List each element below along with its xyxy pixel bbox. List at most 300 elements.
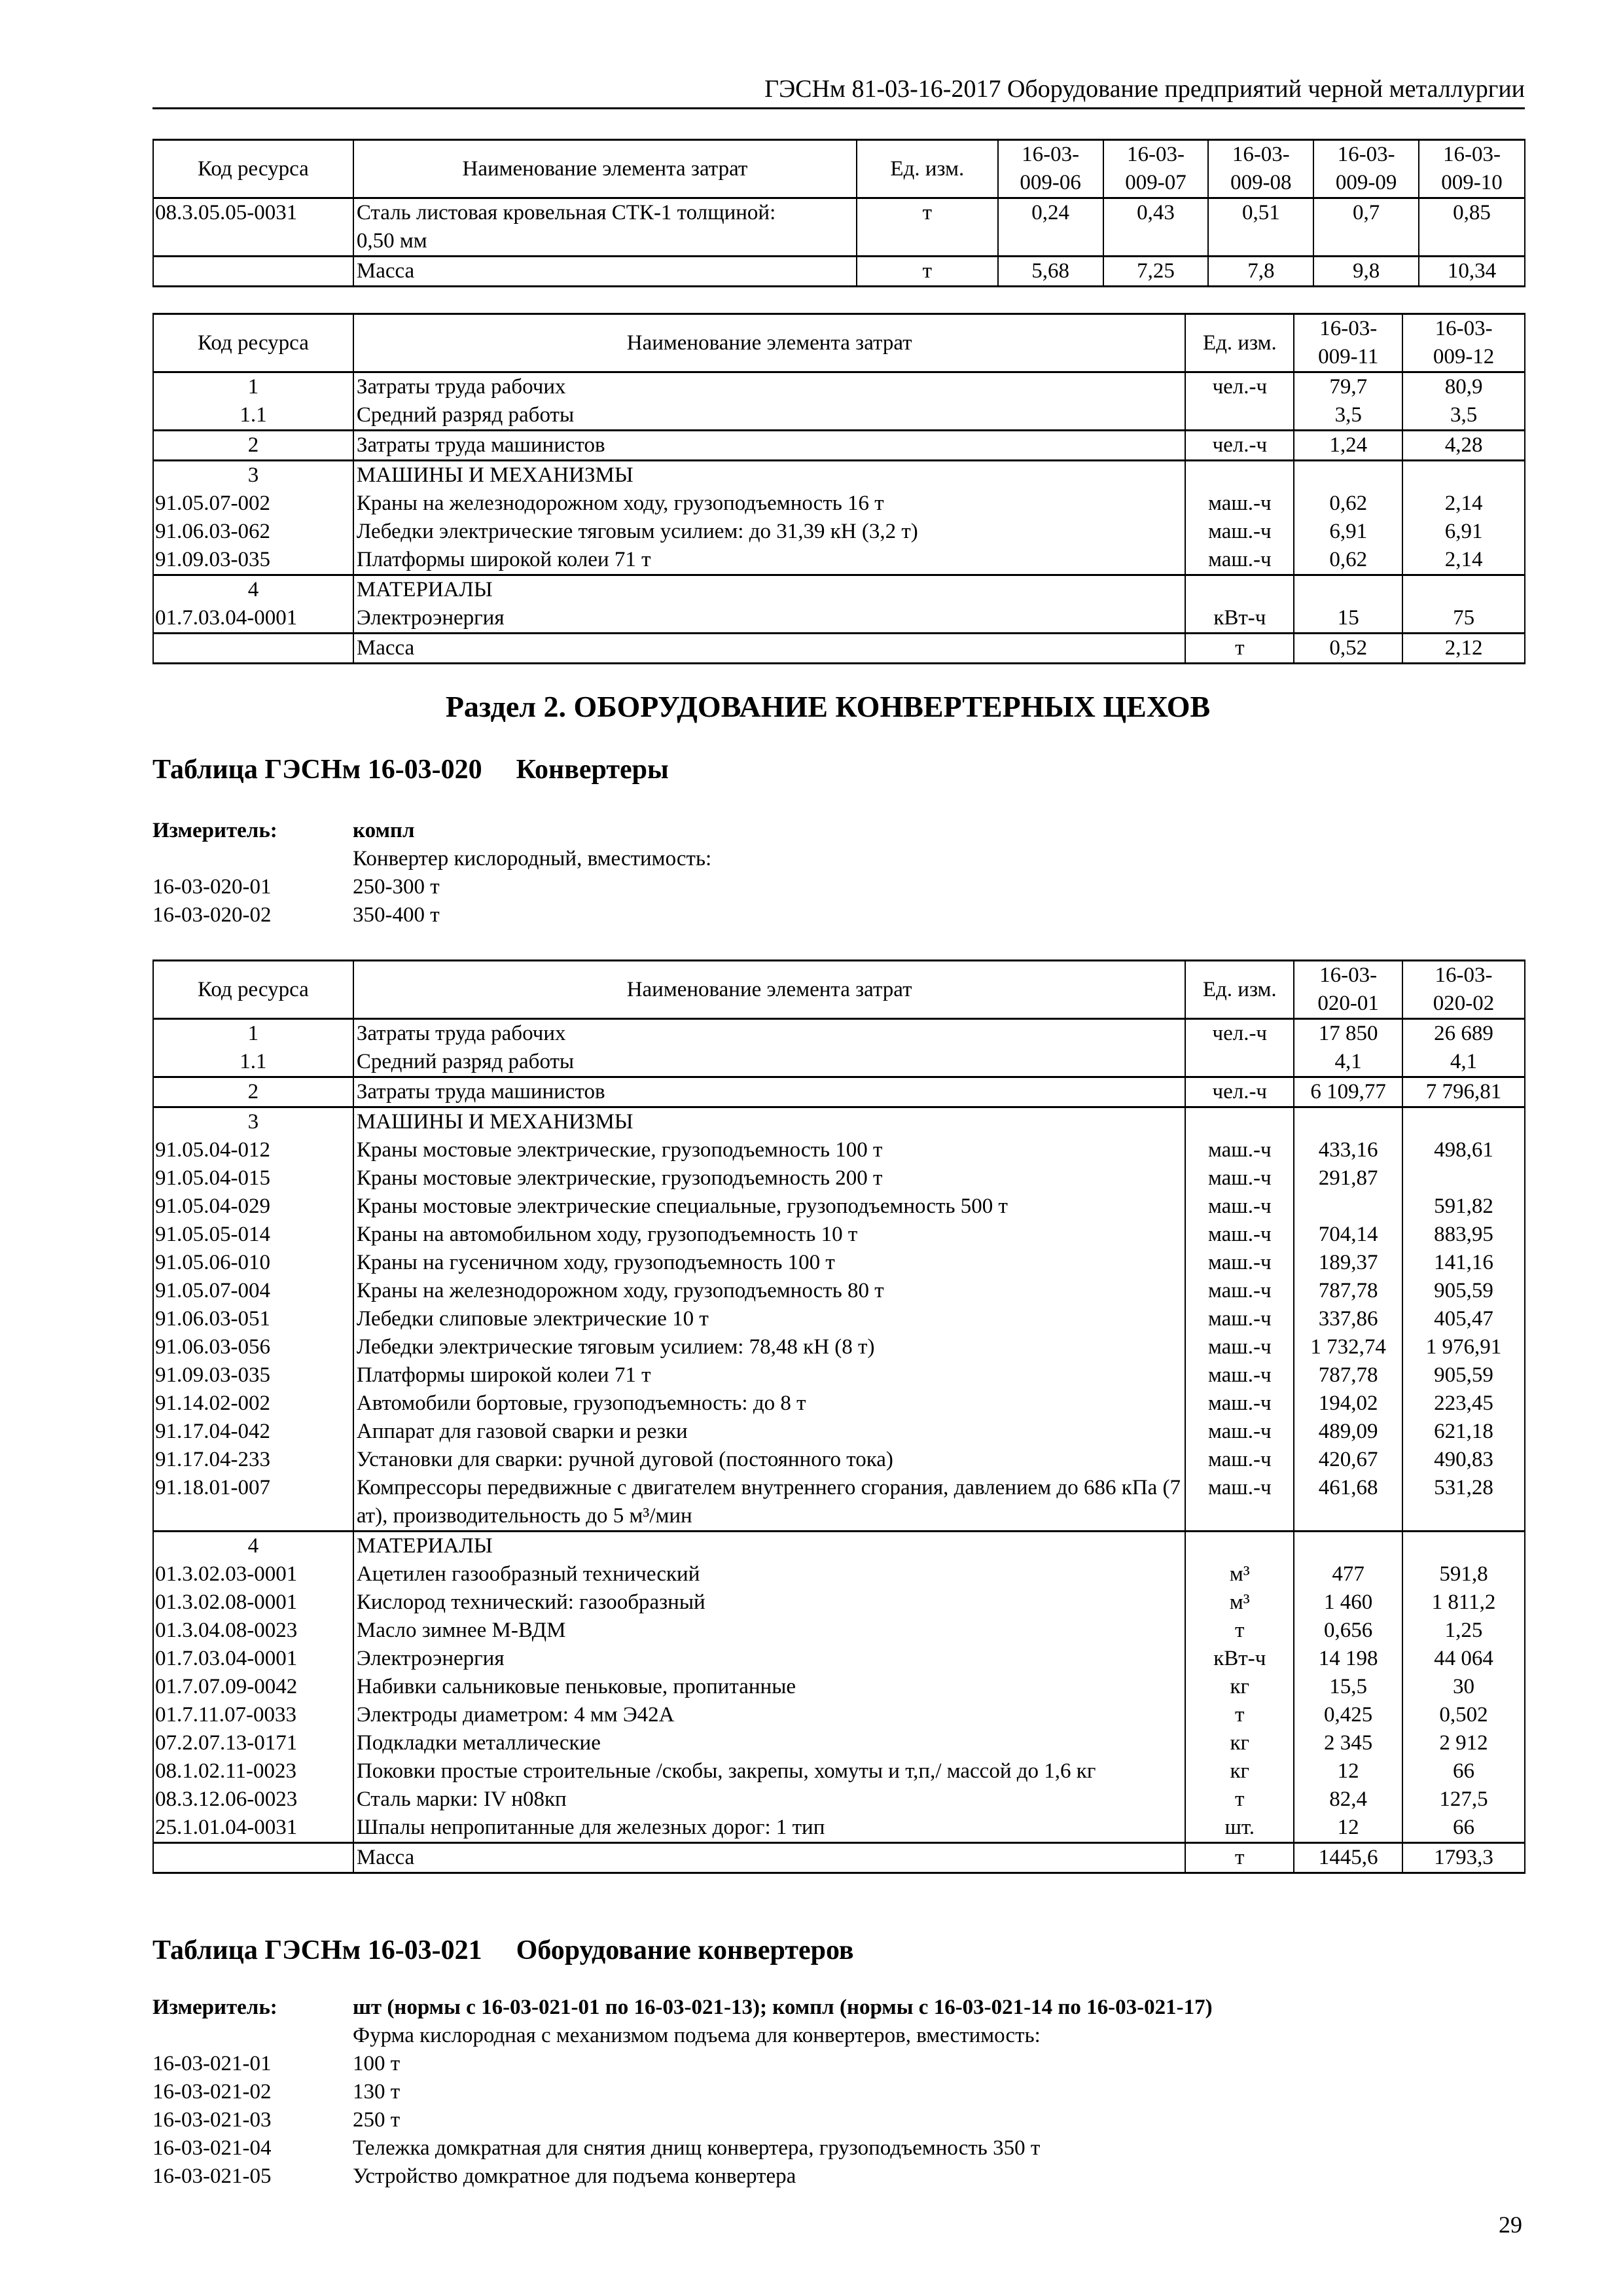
value: 141,16 xyxy=(1402,1249,1525,1277)
resource-name: Краны на автомобильном ходу, грузоподъемность 10 т xyxy=(353,1221,1185,1249)
value: 0,656 xyxy=(1294,1617,1402,1645)
resource-code: 91.06.03-056 xyxy=(153,1333,353,1361)
unit: кг xyxy=(1185,1729,1294,1757)
resource-name: МАШИНЫ И МЕХАНИЗМЫ xyxy=(353,1107,1185,1137)
value: 1,25 xyxy=(1402,1617,1525,1645)
table-row-mass xyxy=(153,634,1525,664)
value: 189,37 xyxy=(1294,1249,1402,1277)
unit: т xyxy=(857,198,998,257)
table-row xyxy=(153,1249,1525,1277)
resource-code xyxy=(153,1843,353,1873)
value: 2,14 xyxy=(1402,490,1525,518)
value: 7,25 xyxy=(1103,257,1209,287)
value xyxy=(1402,461,1525,490)
value: 15 xyxy=(1294,604,1402,634)
unit: т xyxy=(1185,1843,1294,1873)
resource-code: 01.7.03.04-0001 xyxy=(153,604,353,634)
value: 14 198 xyxy=(1294,1645,1402,1673)
resource-code: 91.14.02-002 xyxy=(153,1390,353,1418)
value: 194,02 xyxy=(1294,1390,1402,1418)
table-row xyxy=(153,1390,1525,1418)
resource-name: Краны на железнодорожном ходу, грузоподъемность 80 т xyxy=(353,1277,1185,1305)
value: 0,43 xyxy=(1103,198,1209,257)
table-row xyxy=(153,1785,1525,1814)
table-name: Конвертеры xyxy=(516,755,669,785)
value xyxy=(1294,1107,1402,1137)
resource-code: 1 xyxy=(153,1019,353,1049)
table-row-group xyxy=(153,1019,1525,1049)
table-row-group xyxy=(153,1107,1525,1137)
resource-code: 91.17.04-233 xyxy=(153,1446,353,1474)
resource-code: 4 xyxy=(153,575,353,605)
resource-name: Лебедки электрические тяговым усилием: 78,48 кН (8 т) xyxy=(353,1333,1185,1361)
unit: м³ xyxy=(1185,1588,1294,1617)
table-020-resources xyxy=(152,960,1525,1874)
resource-name: Кислород технический: газообразный xyxy=(353,1588,1185,1617)
resource-code xyxy=(153,634,353,664)
resource-name: Средний разряд работы xyxy=(353,401,1186,431)
resource-name: Затраты труда машинистов xyxy=(353,1077,1185,1107)
value: 1 732,74 xyxy=(1294,1333,1402,1361)
resource-name: Сталь марки: IV н08кп xyxy=(353,1785,1185,1814)
unit: маш.-ч xyxy=(1185,1136,1294,1164)
value: 3,5 xyxy=(1402,401,1525,431)
resource-code: 1.1 xyxy=(153,401,353,431)
resource-code: 2 xyxy=(153,431,353,461)
resource-code: 01.3.02.08-0001 xyxy=(153,1588,353,1617)
value: 30 xyxy=(1402,1673,1525,1701)
unit: т xyxy=(1185,1617,1294,1645)
value: 905,59 xyxy=(1402,1361,1525,1390)
table-row-group xyxy=(153,372,1525,402)
resource-code: 91.05.04-015 xyxy=(153,1164,353,1193)
resource-name: Автомобили бортовые, грузоподъемность: до 8 т xyxy=(353,1390,1185,1418)
column-header-code: Код ресурса xyxy=(153,140,353,198)
unit: маш.-ч xyxy=(1185,1221,1294,1249)
resource-name: Подкладки металлические xyxy=(353,1729,1185,1757)
resource-code: 08.3.12.06-0023 xyxy=(153,1785,353,1814)
table-row xyxy=(153,1814,1525,1843)
norm-code: 16-03-021-03 xyxy=(152,2108,272,2132)
value: 0,51 xyxy=(1208,198,1313,257)
value: 787,78 xyxy=(1294,1361,1402,1390)
norm-text: 130 т xyxy=(353,2080,401,2104)
resource-code: 25.1.01.04-0031 xyxy=(153,1814,353,1843)
unit: маш.-ч xyxy=(1185,546,1294,575)
unit xyxy=(1185,1107,1294,1137)
value: 787,78 xyxy=(1294,1277,1402,1305)
value: 477 xyxy=(1294,1560,1402,1588)
resource-name: Краны на железнодорожном ходу, грузоподъемность 16 т xyxy=(353,490,1186,518)
table-row xyxy=(153,1560,1525,1588)
resource-name: Компрессоры передвижные с двигателем внутреннего сгорания, давлением до 686 кПа (7 ат), производительность до 5 м³/мин xyxy=(353,1474,1185,1532)
unit: маш.-ч xyxy=(1185,1446,1294,1474)
table-row xyxy=(153,1673,1525,1701)
unit xyxy=(1185,1532,1294,1561)
table-row-group xyxy=(153,431,1525,461)
column-header-norm: 16-03- 009-11 xyxy=(1294,314,1402,372)
value: 490,83 xyxy=(1402,1446,1525,1474)
resource-name: Масло зимнее М-ВДМ xyxy=(353,1617,1185,1645)
resource-code: 01.7.11.07-0033 xyxy=(153,1701,353,1729)
value: 337,86 xyxy=(1294,1305,1402,1333)
value: 2 912 xyxy=(1402,1729,1525,1757)
table-row xyxy=(153,1418,1525,1446)
value: 4,28 xyxy=(1402,431,1525,461)
value xyxy=(1402,1164,1525,1193)
value: 9,8 xyxy=(1313,257,1419,287)
column-header-code: Код ресурса xyxy=(153,314,353,372)
norm-description: Фурма кислородная с механизмом подъема для конвертеров, вместимость: xyxy=(353,2024,1041,2047)
value: 66 xyxy=(1402,1757,1525,1785)
resource-name: Установки для сварки: ручной дуговой (постоянного тока) xyxy=(353,1446,1185,1474)
table-code: Таблица ГЭСНм 16-03-020 xyxy=(152,755,482,785)
column-header-unit: Ед. изм. xyxy=(1185,314,1294,372)
unit: кВт-ч xyxy=(1185,604,1294,634)
value: 82,4 xyxy=(1294,1785,1402,1814)
table-row xyxy=(153,198,1525,257)
unit: шт. xyxy=(1185,1814,1294,1843)
value: 12 xyxy=(1294,1757,1402,1785)
resource-name: Затраты труда рабочих xyxy=(353,372,1186,402)
resource-name: Краны на гусеничном ходу, грузоподъемность 100 т xyxy=(353,1249,1185,1277)
norm-code: 16-03-021-05 xyxy=(152,2164,272,2188)
unit: чел.-ч xyxy=(1185,1077,1294,1107)
table-row xyxy=(153,1446,1525,1474)
table-row xyxy=(153,1701,1525,1729)
running-header xyxy=(152,73,1525,109)
value: 498,61 xyxy=(1402,1136,1525,1164)
unit: маш.-ч xyxy=(1185,1333,1294,1361)
value: 905,59 xyxy=(1402,1277,1525,1305)
unit xyxy=(1185,1048,1294,1077)
column-header-norm: 16-03- 009-12 xyxy=(1402,314,1525,372)
value: 6,91 xyxy=(1402,518,1525,546)
norm-code: 16-03-020-01 xyxy=(152,875,272,899)
unit: т xyxy=(857,257,998,287)
column-header-norm: 16-03- 009-07 xyxy=(1103,140,1209,198)
value: 26 689 xyxy=(1402,1019,1525,1049)
value: 0,24 xyxy=(998,198,1103,257)
value: 66 xyxy=(1402,1814,1525,1843)
value: 5,68 xyxy=(998,257,1103,287)
resource-code: 91.05.07-002 xyxy=(153,490,353,518)
table-row-mass xyxy=(153,257,1525,287)
resource-code: 4 xyxy=(153,1532,353,1561)
resource-name: Затраты труда машинистов xyxy=(353,431,1186,461)
value: 591,82 xyxy=(1402,1193,1525,1221)
meter-value: компл xyxy=(353,819,415,842)
value: 420,67 xyxy=(1294,1446,1402,1474)
value: 405,47 xyxy=(1402,1305,1525,1333)
value: 0,7 xyxy=(1313,198,1419,257)
resource-name: Масса xyxy=(353,1843,1185,1873)
norm-code: 16-03-021-02 xyxy=(152,2080,272,2104)
value: 704,14 xyxy=(1294,1221,1402,1249)
resource-name: Масса xyxy=(353,257,857,287)
value xyxy=(1294,575,1402,605)
table-021-title xyxy=(152,1932,854,1969)
column-header-name: Наименование элемента затрат xyxy=(353,314,1186,372)
unit xyxy=(1185,575,1294,605)
column-header-norm: 16-03- 020-02 xyxy=(1402,961,1525,1019)
resource-code: 01.3.02.03-0001 xyxy=(153,1560,353,1588)
value: 591,8 xyxy=(1402,1560,1525,1588)
value: 1 460 xyxy=(1294,1588,1402,1617)
table-code: Таблица ГЭСНм 16-03-021 xyxy=(152,1935,482,1965)
value: 531,28 xyxy=(1402,1474,1525,1532)
table-row xyxy=(153,1305,1525,1333)
table-row xyxy=(153,546,1525,575)
resource-name: Средний разряд работы xyxy=(353,1048,1185,1077)
resource-code: 91.18.01-007 xyxy=(153,1474,353,1532)
resource-code: 08.3.05.05-0031 xyxy=(153,198,353,257)
value: 0,502 xyxy=(1402,1701,1525,1729)
table-row xyxy=(153,1757,1525,1785)
resource-name: Платформы широкой колеи 71 т xyxy=(353,1361,1185,1390)
resource-name: Ацетилен газообразный технический xyxy=(353,1560,1185,1588)
norm-text: Устройство домкратное для подъема конвертера xyxy=(353,2164,796,2188)
unit xyxy=(1185,461,1294,490)
resource-name: Лебедки слиповые электрические 10 т xyxy=(353,1305,1185,1333)
value xyxy=(1294,1532,1402,1561)
norm-text: 250 т xyxy=(353,2108,401,2132)
value: 0,62 xyxy=(1294,546,1402,575)
value: 4,1 xyxy=(1294,1048,1402,1077)
value: 2 345 xyxy=(1294,1729,1402,1757)
table-row xyxy=(153,1645,1525,1673)
resource-name: МАТЕРИАЛЫ xyxy=(353,575,1186,605)
unit: чел.-ч xyxy=(1185,1019,1294,1049)
norm-text: Тележка домкратная для снятия днищ конвертера, грузоподъемность 350 т xyxy=(353,2136,1041,2160)
norm-code: 16-03-020-02 xyxy=(152,903,272,927)
norm-code: 16-03-021-01 xyxy=(152,2052,272,2075)
unit: т xyxy=(1185,1701,1294,1729)
table-row-mass xyxy=(153,1843,1525,1873)
unit: маш.-ч xyxy=(1185,490,1294,518)
resource-name: Масса xyxy=(353,634,1186,664)
value: 433,16 xyxy=(1294,1136,1402,1164)
table-row xyxy=(153,1588,1525,1617)
meter-label: Измеритель: xyxy=(152,1996,277,2019)
unit: маш.-ч xyxy=(1185,1164,1294,1193)
table-row xyxy=(153,518,1525,546)
resource-code: 91.09.03-035 xyxy=(153,546,353,575)
header-title: ГЭСНм 81-03-16-2017 Оборудование предприятий черной металлургии xyxy=(764,75,1525,103)
value: 883,95 xyxy=(1402,1221,1525,1249)
resource-code: 01.7.07.09-0042 xyxy=(153,1673,353,1701)
table-row xyxy=(153,604,1525,634)
value: 1793,3 xyxy=(1402,1843,1525,1873)
unit: маш.-ч xyxy=(1185,1390,1294,1418)
value: 223,45 xyxy=(1402,1390,1525,1418)
value: 15,5 xyxy=(1294,1673,1402,1701)
unit: маш.-ч xyxy=(1185,1418,1294,1446)
value: 291,87 xyxy=(1294,1164,1402,1193)
value: 75 xyxy=(1402,604,1525,634)
table-row xyxy=(153,1729,1525,1757)
table-row xyxy=(153,1474,1525,1532)
resource-name: Поковки простые строительные /скобы, закрепы, хомуты и т,п,/ массой до 1,6 кг xyxy=(353,1757,1185,1785)
unit xyxy=(1185,401,1294,431)
value: 2,14 xyxy=(1402,546,1525,575)
value: 80,9 xyxy=(1402,372,1525,402)
norm-text: 100 т xyxy=(353,2052,401,2075)
value: 1 811,2 xyxy=(1402,1588,1525,1617)
value: 79,7 xyxy=(1294,372,1402,402)
table-row xyxy=(153,1361,1525,1390)
unit: маш.-ч xyxy=(1185,1249,1294,1277)
table-row xyxy=(153,1193,1525,1221)
resource-code: 1 xyxy=(153,372,353,402)
unit: маш.-ч xyxy=(1185,1361,1294,1390)
resource-name: Сталь листовая кровельная СТК-1 толщиной: 0,50 мм xyxy=(353,198,857,257)
unit: маш.-ч xyxy=(1185,1277,1294,1305)
resource-name: Набивки сальниковые пеньковые, пропитанные xyxy=(353,1673,1185,1701)
table-009-continuation xyxy=(152,139,1525,287)
value: 3,5 xyxy=(1294,401,1402,431)
resource-name: Шпалы непропитанные для железных дорог: 1 тип xyxy=(353,1814,1185,1843)
value: 461,68 xyxy=(1294,1474,1402,1532)
table-row-group xyxy=(153,1077,1525,1107)
column-header-unit: Ед. изм. xyxy=(1185,961,1294,1019)
resource-code: 3 xyxy=(153,1107,353,1137)
value: 0,425 xyxy=(1294,1701,1402,1729)
value: 4,1 xyxy=(1402,1048,1525,1077)
unit: маш.-ч xyxy=(1185,1474,1294,1532)
resource-name: Электроэнергия xyxy=(353,1645,1185,1673)
resource-name: Электроэнергия xyxy=(353,604,1186,634)
table-009-norms-11-12 xyxy=(152,313,1525,664)
resource-code: 91.09.03-035 xyxy=(153,1361,353,1390)
unit: т xyxy=(1185,634,1294,664)
table-row-group xyxy=(153,575,1525,605)
unit: маш.-ч xyxy=(1185,1193,1294,1221)
norm-text: 350-400 т xyxy=(353,903,440,927)
resource-name: Краны мостовые электрические, грузоподъемность 100 т xyxy=(353,1136,1185,1164)
value: 0,62 xyxy=(1294,490,1402,518)
column-header-code: Код ресурса xyxy=(153,961,353,1019)
resource-name: Краны мостовые электрические, грузоподъемность 200 т xyxy=(353,1164,1185,1193)
value xyxy=(1402,575,1525,605)
resource-code: 91.05.06-010 xyxy=(153,1249,353,1277)
resource-code: 91.05.07-004 xyxy=(153,1277,353,1305)
page-number: 29 xyxy=(1499,2212,1522,2238)
value: 10,34 xyxy=(1419,257,1525,287)
resource-code: 91.05.05-014 xyxy=(153,1221,353,1249)
resource-name: Лебедки электрические тяговым усилием: до 31,39 кН (3,2 т) xyxy=(353,518,1186,546)
table-name: Оборудование конвертеров xyxy=(516,1935,854,1965)
column-header-norm: 16-03- 009-10 xyxy=(1419,140,1525,198)
value: 6 109,77 xyxy=(1294,1077,1402,1107)
value: 1 976,91 xyxy=(1402,1333,1525,1361)
unit: чел.-ч xyxy=(1185,431,1294,461)
norm-description: Конвертер кислородный, вместимость: xyxy=(353,847,712,870)
column-header-norm: 16-03- 009-06 xyxy=(998,140,1103,198)
unit: т xyxy=(1185,1785,1294,1814)
resource-name: Электроды диаметром: 4 мм Э42А xyxy=(353,1701,1185,1729)
unit: маш.-ч xyxy=(1185,1305,1294,1333)
value: 12 xyxy=(1294,1814,1402,1843)
unit: кг xyxy=(1185,1757,1294,1785)
resource-name: Платформы широкой колеи 71 т xyxy=(353,546,1186,575)
value: 17 850 xyxy=(1294,1019,1402,1049)
meter-label: Измеритель: xyxy=(152,819,277,842)
resource-name: МАТЕРИАЛЫ xyxy=(353,1532,1185,1561)
table-row xyxy=(153,1333,1525,1361)
table-row xyxy=(153,490,1525,518)
resource-code: 01.7.03.04-0001 xyxy=(153,1645,353,1673)
unit: чел.-ч xyxy=(1185,372,1294,402)
value: 44 064 xyxy=(1402,1645,1525,1673)
resource-code: 91.17.04-042 xyxy=(153,1418,353,1446)
table-row-group xyxy=(153,401,1525,431)
value: 2,12 xyxy=(1402,634,1525,664)
unit: кг xyxy=(1185,1673,1294,1701)
value: 7 796,81 xyxy=(1402,1077,1525,1107)
table-row-group xyxy=(153,461,1525,490)
unit: м³ xyxy=(1185,1560,1294,1588)
table-row xyxy=(153,1617,1525,1645)
value xyxy=(1294,461,1402,490)
column-header-name: Наименование элемента затрат xyxy=(353,961,1185,1019)
table-row-group xyxy=(153,1048,1525,1077)
resource-code: 2 xyxy=(153,1077,353,1107)
resource-code: 01.3.04.08-0023 xyxy=(153,1617,353,1645)
value: 1,24 xyxy=(1294,431,1402,461)
value: 489,09 xyxy=(1294,1418,1402,1446)
norm-text: 250-300 т xyxy=(353,875,440,899)
value: 621,18 xyxy=(1402,1418,1525,1446)
resource-name: Затраты труда рабочих xyxy=(353,1019,1185,1049)
value xyxy=(1294,1193,1402,1221)
table-row xyxy=(153,1136,1525,1164)
value: 127,5 xyxy=(1402,1785,1525,1814)
meter-value: шт (нормы с 16-03-021-01 по 16-03-021-13); компл (нормы с 16-03-021-14 по 16-03-021-17) xyxy=(353,1996,1213,2019)
table-row xyxy=(153,1164,1525,1193)
resource-code: 3 xyxy=(153,461,353,490)
value xyxy=(1402,1532,1525,1561)
value: 0,85 xyxy=(1419,198,1525,257)
resource-code: 08.1.02.11-0023 xyxy=(153,1757,353,1785)
resource-name: Краны мостовые электрические специальные, грузоподъемность 500 т xyxy=(353,1193,1185,1221)
resource-code: 07.2.07.13-0171 xyxy=(153,1729,353,1757)
resource-code: 91.06.03-051 xyxy=(153,1305,353,1333)
table-row xyxy=(153,1277,1525,1305)
resource-code: 91.05.04-029 xyxy=(153,1193,353,1221)
table-row-group xyxy=(153,1532,1525,1561)
norm-code: 16-03-021-04 xyxy=(152,2136,272,2160)
resource-code: 91.05.04-012 xyxy=(153,1136,353,1164)
column-header-norm: 16-03- 009-09 xyxy=(1313,140,1419,198)
resource-name: МАШИНЫ И МЕХАНИЗМЫ xyxy=(353,461,1186,490)
unit: кВт-ч xyxy=(1185,1645,1294,1673)
column-header-norm: 16-03- 009-08 xyxy=(1208,140,1313,198)
resource-code xyxy=(153,257,353,287)
value xyxy=(1402,1107,1525,1137)
column-header-norm: 16-03- 020-01 xyxy=(1294,961,1402,1019)
resource-code: 91.06.03-062 xyxy=(153,518,353,546)
unit: маш.-ч xyxy=(1185,518,1294,546)
table-020-title xyxy=(152,751,669,788)
value: 1445,6 xyxy=(1294,1843,1402,1873)
value: 7,8 xyxy=(1208,257,1313,287)
table-row xyxy=(153,1221,1525,1249)
section-title: Раздел 2. ОБОРУДОВАНИЕ КОНВЕРТЕРНЫХ ЦЕХОВ xyxy=(445,690,1211,723)
column-header-unit: Ед. изм. xyxy=(857,140,998,198)
value: 0,52 xyxy=(1294,634,1402,664)
table-021-meter xyxy=(152,1994,1213,2191)
